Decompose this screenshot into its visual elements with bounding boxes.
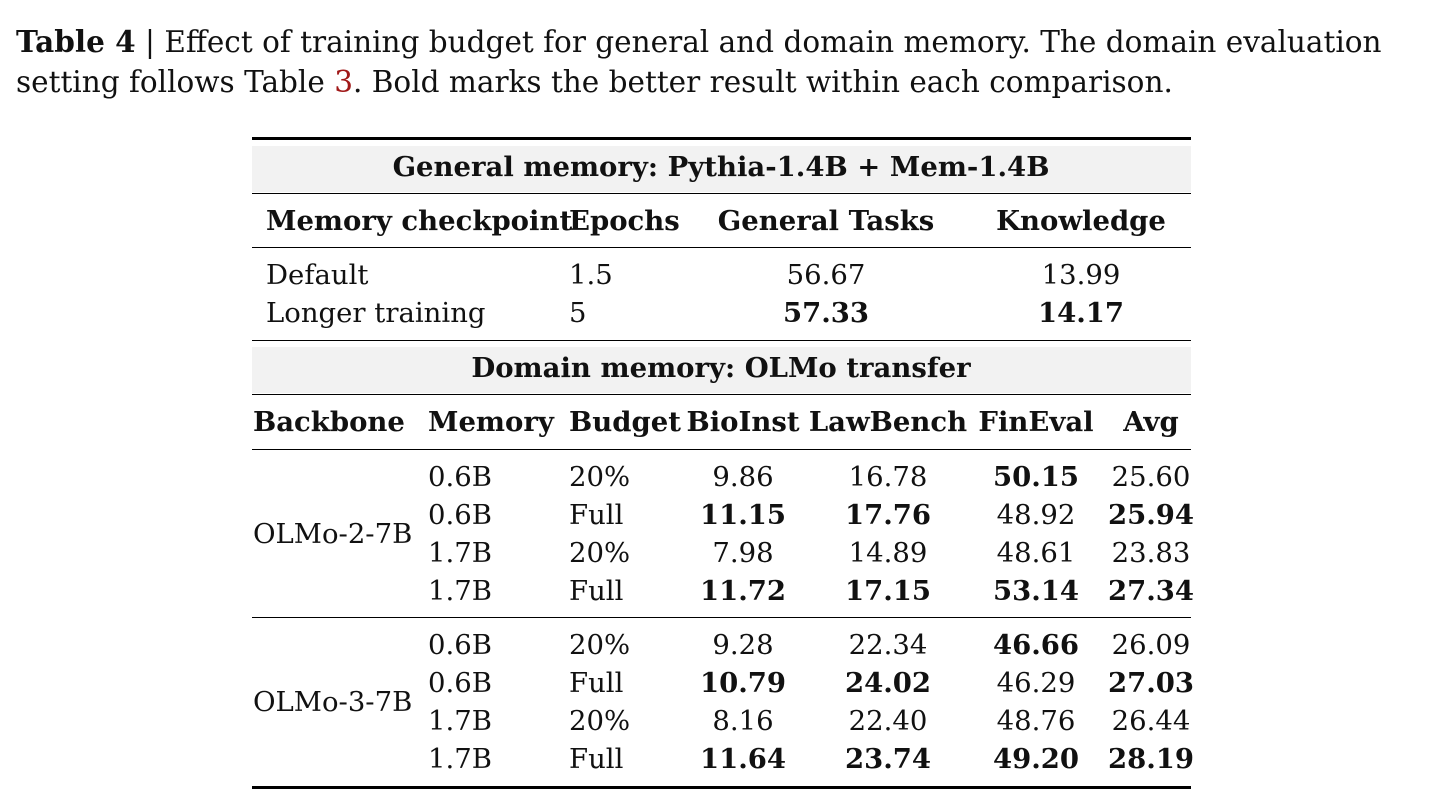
score-cell: 10.79: [699, 667, 787, 699]
score-cell: 11.64: [699, 743, 787, 775]
score-cell: 46.29: [996, 667, 1076, 699]
score-cell: 14.89: [848, 537, 928, 569]
score-cell: 26.44: [1111, 705, 1191, 737]
memory-cell: 1.7B: [428, 743, 492, 775]
budget-cell: 20%: [569, 629, 631, 661]
memory-cell: 1.7B: [428, 705, 492, 737]
bottom-rule: [252, 786, 1191, 789]
general-header-cell: Epochs: [569, 205, 680, 237]
memory-cell: 0.6B: [428, 667, 492, 699]
budget-cell: 20%: [569, 461, 631, 493]
score-cell: 49.20: [992, 743, 1080, 775]
general-header-cell: Knowledge: [996, 205, 1166, 237]
score-cell: 17.15: [844, 575, 932, 607]
score-cell: 28.19: [1107, 743, 1195, 775]
score-cell: 22.34: [848, 629, 928, 661]
general-title-rule: [252, 193, 1191, 194]
score-cell: 7.98: [712, 537, 774, 569]
domain-header-cell: Backbone: [253, 406, 405, 438]
backbone-label: OLMo-2-7B: [253, 518, 413, 550]
caption-separator: |: [135, 25, 165, 59]
general-bottom-rule: [252, 340, 1191, 341]
budget-cell: Full: [569, 575, 624, 607]
score-cell: 9.28: [712, 629, 774, 661]
general-table-cell: 14.17: [1037, 297, 1125, 329]
general-table-cell: 56.67: [786, 259, 866, 291]
domain-header-cell: LawBench: [808, 406, 968, 438]
score-cell: 48.92: [996, 499, 1076, 531]
general-table-cell: Longer training: [266, 297, 486, 329]
score-cell: 11.72: [699, 575, 787, 607]
domain-header-cell: Memory: [428, 406, 554, 438]
table-reference-link[interactable]: 3: [334, 65, 353, 99]
domain-header-rule: [252, 449, 1191, 450]
general-table-cell: 57.33: [782, 297, 870, 329]
caption-text: Effect of training budget for general and domain memory. The domain evaluation setting follows Table: [16, 25, 1382, 99]
budget-cell: 20%: [569, 537, 631, 569]
score-cell: 16.78: [848, 461, 928, 493]
score-cell: 48.61: [996, 537, 1076, 569]
score-cell: 46.66: [992, 629, 1080, 661]
score-cell: 50.15: [992, 461, 1080, 493]
score-cell: 23.83: [1111, 537, 1191, 569]
domain-header-cell: Budget: [569, 406, 681, 438]
caption-text-end: . Bold marks the better result within each comparison.: [353, 65, 1173, 99]
top-rule: [252, 137, 1191, 140]
memory-cell: 1.7B: [428, 575, 492, 607]
score-cell: 27.03: [1107, 667, 1195, 699]
domain-header-cell: BioInst: [686, 406, 800, 438]
general-table-cell: 13.99: [1041, 259, 1121, 291]
score-cell: 17.76: [844, 499, 932, 531]
budget-cell: Full: [569, 667, 624, 699]
general-header-cell: Memory checkpoint: [266, 205, 573, 237]
memory-cell: 0.6B: [428, 499, 492, 531]
general-header-cell: General Tasks: [717, 205, 935, 237]
general-table-cell: 5: [569, 297, 587, 329]
domain-header-cell: Avg: [1123, 406, 1179, 438]
score-cell: 22.40: [848, 705, 928, 737]
memory-cell: 0.6B: [428, 461, 492, 493]
budget-cell: 20%: [569, 705, 631, 737]
table-label: Table 4: [16, 24, 136, 59]
table-caption: [16, 22, 1436, 102]
general-table-cell: 1.5: [569, 259, 613, 291]
score-cell: 24.02: [844, 667, 932, 699]
general-section-title: General memory: Pythia-1.4B + Mem-1.4B: [392, 151, 1050, 183]
budget-cell: Full: [569, 499, 624, 531]
domain-header-cell: FinEval: [978, 406, 1094, 438]
score-cell: 9.86: [712, 461, 774, 493]
memory-cell: 1.7B: [428, 537, 492, 569]
general-table-cell: Default: [266, 259, 369, 291]
score-cell: 25.94: [1107, 499, 1195, 531]
score-cell: 26.09: [1111, 629, 1191, 661]
budget-cell: Full: [569, 743, 624, 775]
score-cell: 27.34: [1107, 575, 1195, 607]
general-header-rule: [252, 247, 1191, 248]
group-separator-rule: [252, 617, 1191, 618]
score-cell: 53.14: [992, 575, 1080, 607]
score-cell: 23.74: [844, 743, 932, 775]
score-cell: 11.15: [699, 499, 787, 531]
score-cell: 25.60: [1111, 461, 1191, 493]
score-cell: 8.16: [712, 705, 774, 737]
backbone-label: OLMo-3-7B: [253, 686, 413, 718]
score-cell: 48.76: [996, 705, 1076, 737]
domain-title-rule: [252, 394, 1191, 395]
domain-section-title: Domain memory: OLMo transfer: [471, 352, 971, 384]
memory-cell: 0.6B: [428, 629, 492, 661]
